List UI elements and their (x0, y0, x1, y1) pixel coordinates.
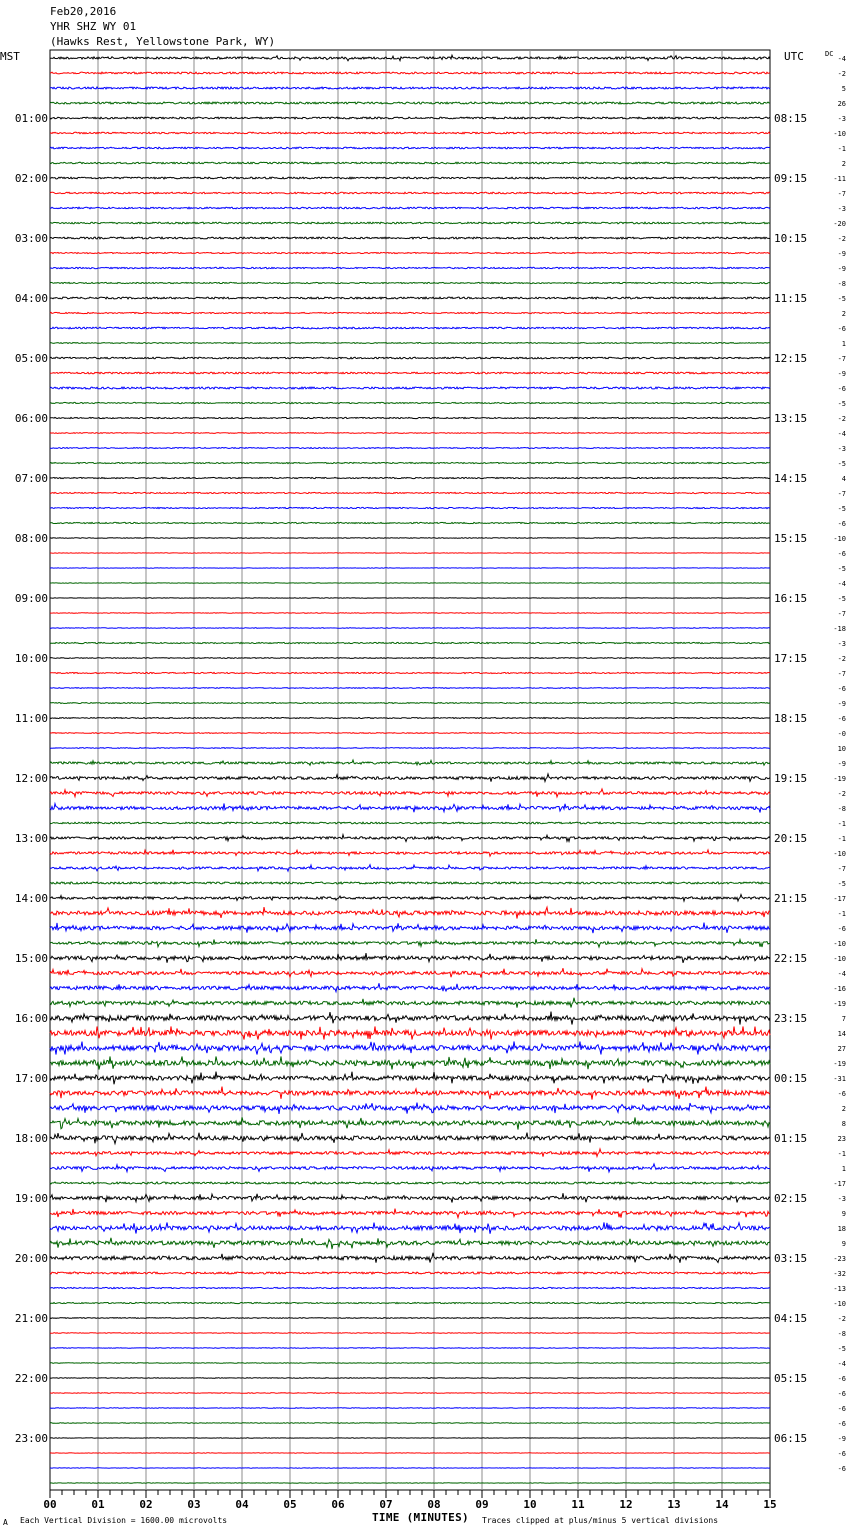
utc-hour-label: 10:15 (774, 232, 808, 245)
dc-offset-label: -9 (837, 265, 846, 273)
dc-offset-label: -1 (837, 820, 846, 828)
dc-offset-label: -7 (837, 490, 846, 498)
utc-hour-label: 04:15 (774, 1312, 808, 1325)
mst-hour-label: 09:00 (14, 592, 48, 605)
dc-offset-label: -5 (837, 295, 846, 303)
utc-hour-label: 23:15 (774, 1012, 808, 1025)
x-tick-label: 00 (43, 1498, 57, 1511)
seismic-trace (50, 1348, 770, 1349)
dc-offset-label: -20 (833, 220, 846, 228)
dc-offset-label: -18 (833, 625, 846, 633)
seismic-trace (50, 835, 770, 842)
mst-hour-label: 11:00 (14, 712, 48, 725)
x-tick-label: 11 (571, 1498, 585, 1511)
seismic-trace (50, 1149, 770, 1157)
seismic-trace (50, 1133, 770, 1144)
x-tick-label: 06 (331, 1498, 345, 1511)
x-tick-label: 07 (379, 1498, 393, 1511)
dc-offset-label: -9 (837, 760, 846, 768)
dc-offset-label: -1 (837, 145, 846, 153)
dc-offset-label: -6 (837, 385, 846, 393)
seismic-trace (50, 372, 770, 374)
mst-hour-label: 04:00 (14, 292, 48, 305)
seismic-trace (50, 733, 770, 734)
dc-offset-label: -16 (833, 985, 846, 993)
dc-offset-label: -4 (837, 580, 846, 588)
dc-offset-label: -17 (833, 1180, 846, 1188)
dc-offset-label: -19 (833, 1000, 846, 1008)
dc-offset-label: -1 (837, 910, 846, 918)
seismic-trace (50, 1302, 770, 1303)
seismic-trace (50, 282, 770, 283)
dc-header-label: DC (825, 50, 834, 58)
dc-offset-label: -10 (833, 1300, 846, 1308)
dc-offset-label: -10 (833, 130, 846, 138)
dc-offset-label: -3 (837, 115, 846, 123)
dc-offset-label: -17 (833, 895, 846, 903)
seismic-trace (50, 1272, 770, 1274)
seismic-trace (50, 192, 770, 194)
seismic-trace (50, 953, 770, 963)
dc-offset-label: -9 (837, 700, 846, 708)
seismic-trace (50, 132, 770, 134)
dc-offset-label: -6 (837, 325, 846, 333)
seismic-trace (50, 688, 770, 689)
dc-offset-label: 18 (837, 1225, 846, 1233)
dc-offset-label: -2 (837, 235, 846, 243)
mst-hour-label: 23:00 (14, 1432, 48, 1445)
mst-hour-label: 20:00 (14, 1252, 48, 1265)
dc-offset-label: -2 (837, 70, 846, 78)
mst-hour-label: 01:00 (14, 112, 48, 125)
dc-offset-label: -6 (837, 1375, 846, 1383)
mst-hour-label: 18:00 (14, 1132, 48, 1145)
dc-offset-label: -9 (837, 250, 846, 258)
seismic-trace (50, 703, 770, 704)
utc-hour-label: 03:15 (774, 1252, 808, 1265)
dc-offset-label: -0 (837, 730, 846, 738)
utc-hour-label: 16:15 (774, 592, 808, 605)
utc-hour-label: 19:15 (774, 772, 808, 785)
x-tick-label: 03 (187, 1498, 201, 1511)
mst-hour-label: 07:00 (14, 472, 48, 485)
dc-offset-label: -6 (837, 925, 846, 933)
seismic-trace (50, 538, 770, 539)
seismic-trace (50, 1222, 770, 1233)
utc-hour-label: 22:15 (774, 952, 808, 965)
seismic-trace (50, 1287, 770, 1288)
x-tick-label: 04 (235, 1498, 249, 1511)
dc-offset-label: -6 (837, 1390, 846, 1398)
seismic-trace (50, 1193, 770, 1202)
dc-offset-label: -2 (837, 415, 846, 423)
dc-offset-label: -7 (837, 670, 846, 678)
dc-offset-label: -4 (837, 1360, 846, 1368)
seismic-trace (50, 939, 770, 947)
seismic-trace (50, 1423, 770, 1424)
mst-hour-label: 19:00 (14, 1192, 48, 1205)
seismic-trace (50, 327, 770, 329)
x-tick-label: 02 (139, 1498, 153, 1511)
mst-hour-label: 17:00 (14, 1072, 48, 1085)
dc-offset-label: -9 (837, 370, 846, 378)
dc-offset-label: -5 (837, 1345, 846, 1353)
seismic-trace (50, 267, 770, 268)
footer-mark: A (3, 1518, 8, 1527)
utc-hour-label: 00:15 (774, 1072, 808, 1085)
dc-offset-label: -5 (837, 460, 846, 468)
time-axis (43, 1490, 776, 1511)
dc-offset-label: -6 (837, 520, 846, 528)
dc-offset-label: -8 (837, 280, 846, 288)
dc-offset-label: -6 (837, 685, 846, 693)
dc-offset-label: -8 (837, 1330, 846, 1338)
seismic-trace (50, 822, 770, 824)
dc-offset-label: -5 (837, 505, 846, 513)
dc-offset-label: -6 (837, 715, 846, 723)
seismic-trace (50, 1103, 770, 1114)
seismic-trace (50, 1027, 770, 1040)
dc-offset-label: 2 (841, 1105, 846, 1113)
seismic-trace (50, 1072, 770, 1085)
utc-hour-label: 12:15 (774, 352, 808, 365)
x-axis-title: TIME (MINUTES) (372, 1511, 469, 1524)
dc-offset-label: -6 (837, 1450, 846, 1458)
dc-offset-label: -2 (837, 790, 846, 798)
seismic-trace (50, 907, 770, 919)
seismic-trace (50, 417, 770, 418)
dc-offset-label: -1 (837, 1150, 846, 1158)
dc-offset-label: -32 (833, 1270, 846, 1278)
dc-offset-label: -7 (837, 355, 846, 363)
utc-hour-label: 05:15 (774, 1372, 808, 1385)
dc-offset-label: -7 (837, 865, 846, 873)
utc-hour-label: 09:15 (774, 172, 808, 185)
mst-hour-label: 15:00 (14, 952, 48, 965)
seismic-trace (50, 433, 770, 434)
x-tick-label: 15 (763, 1498, 777, 1511)
x-tick-label: 09 (475, 1498, 489, 1511)
utc-hour-label: 20:15 (774, 832, 808, 845)
dc-offset-label: -3 (837, 445, 846, 453)
right-timezone-label: UTC (784, 50, 804, 63)
dc-offset-label: -6 (837, 1090, 846, 1098)
seismic-trace (50, 1182, 770, 1184)
dc-offset-label: -11 (833, 175, 846, 183)
seismic-trace (50, 1209, 770, 1218)
dc-offset-label: -1 (837, 835, 846, 843)
dc-offset-label: -10 (833, 535, 846, 543)
seismic-trace (50, 492, 770, 493)
x-tick-label: 13 (667, 1498, 681, 1511)
seismic-trace (50, 1057, 770, 1070)
dc-offset-label: -5 (837, 595, 846, 603)
dc-offset-label: -19 (833, 1060, 846, 1068)
seismic-trace (50, 748, 770, 749)
seismic-trace (50, 222, 770, 224)
dc-offset-label: -6 (837, 1420, 846, 1428)
mst-hour-label: 06:00 (14, 412, 48, 425)
dc-offset-label: 2 (841, 310, 846, 318)
dc-offset-label: 1 (841, 1165, 846, 1173)
dc-offset-label: -10 (833, 850, 846, 858)
dc-offset-label: -5 (837, 880, 846, 888)
seismic-trace (50, 1042, 770, 1055)
seismic-trace (50, 968, 770, 977)
dc-offset-label: 5 (841, 85, 846, 93)
utc-hour-label: 21:15 (774, 892, 808, 905)
seismic-trace (50, 642, 770, 643)
dc-offset-label: -3 (837, 640, 846, 648)
dc-offset-label: -7 (837, 190, 846, 198)
seismic-trace (50, 72, 770, 74)
x-tick-label: 12 (619, 1498, 633, 1511)
dc-offset-label: -2 (837, 655, 846, 663)
seismic-trace (50, 507, 770, 508)
seismic-trace (50, 1363, 770, 1364)
seismic-trace (50, 87, 770, 89)
seismic-trace (50, 102, 770, 104)
dc-offset-label: -7 (837, 610, 846, 618)
dc-offset-label: -6 (837, 1465, 846, 1473)
dc-offset-label: -4 (837, 970, 846, 978)
seismic-trace (50, 177, 770, 179)
seismic-trace (50, 343, 770, 344)
seismic-traces (50, 55, 770, 1483)
mst-hour-label: 12:00 (14, 772, 48, 785)
seismic-trace (50, 207, 770, 209)
dc-offset-label: -10 (833, 940, 846, 948)
utc-hour-label: 01:15 (774, 1132, 808, 1145)
dc-offset-label: -5 (837, 400, 846, 408)
dc-offset-label: 14 (837, 1030, 846, 1038)
seismic-trace (50, 1408, 770, 1409)
station-location: (Hawks Rest, Yellowstone Park, WY) (50, 35, 276, 48)
station-code: YHR SHZ WY 01 (50, 20, 137, 33)
dc-offset-label: -10 (833, 955, 846, 963)
seismic-trace (50, 448, 770, 449)
dc-offset-label: 7 (841, 1015, 846, 1023)
x-tick-label: 08 (427, 1498, 441, 1511)
seismic-trace (50, 850, 770, 857)
seismic-trace (50, 522, 770, 523)
seismic-trace (50, 760, 770, 765)
seismic-trace (50, 804, 770, 813)
seismic-trace (50, 147, 770, 149)
seismic-trace (50, 55, 770, 61)
utc-hour-label: 18:15 (774, 712, 808, 725)
clip-note: Traces clipped at plus/minus 5 vertical divisions (482, 1516, 719, 1525)
utc-hour-label: 17:15 (774, 652, 808, 665)
dc-offset-label: -13 (833, 1285, 846, 1293)
seismic-trace (50, 895, 770, 902)
dc-offset-label: 1 (841, 340, 846, 348)
seismic-trace (50, 462, 770, 463)
dc-offset-label: -5 (837, 565, 846, 573)
x-tick-label: 10 (523, 1498, 537, 1511)
dc-offset-label: -23 (833, 1255, 846, 1263)
seismic-trace (50, 672, 770, 673)
dc-offset-label: 2 (841, 160, 846, 168)
seismic-trace (50, 1117, 770, 1129)
utc-hour-label: 06:15 (774, 1432, 808, 1445)
seismic-trace (50, 882, 770, 884)
seismic-trace (50, 865, 770, 871)
mst-hour-label: 08:00 (14, 532, 48, 545)
dc-offset-label: -31 (833, 1075, 846, 1083)
mst-hour-label: 05:00 (14, 352, 48, 365)
utc-hour-label: 13:15 (774, 412, 808, 425)
dc-offset-label: -6 (837, 550, 846, 558)
seismic-trace (50, 613, 770, 614)
dc-offset-label: 9 (841, 1240, 846, 1248)
seismic-trace (50, 387, 770, 389)
dc-offset-label: -19 (833, 775, 846, 783)
mst-hour-label: 16:00 (14, 1012, 48, 1025)
dc-offset-label: -8 (837, 805, 846, 813)
dc-offset-label: 8 (841, 1120, 846, 1128)
dc-offset-label: -9 (837, 1435, 846, 1443)
utc-hour-label: 02:15 (774, 1192, 808, 1205)
seismic-trace (50, 1253, 770, 1263)
seismic-trace (50, 789, 770, 797)
x-tick-label: 05 (283, 1498, 297, 1511)
seismic-trace (50, 252, 770, 253)
utc-hour-label: 14:15 (774, 472, 808, 485)
dc-offset-label: 23 (837, 1135, 846, 1143)
seismic-trace (50, 162, 770, 164)
dc-offset-label: -6 (837, 1405, 846, 1413)
mst-hour-label: 21:00 (14, 1312, 48, 1325)
mst-hour-label: 13:00 (14, 832, 48, 845)
seismic-trace (50, 1318, 770, 1319)
mst-hour-label: 03:00 (14, 232, 48, 245)
dc-offset-label: 4 (841, 475, 846, 483)
utc-hour-label: 08:15 (774, 112, 808, 125)
seismic-trace (50, 1333, 770, 1334)
chart-date: Feb20,2016 (50, 5, 117, 18)
x-tick-label: 01 (91, 1498, 105, 1511)
seismic-trace (50, 983, 770, 992)
seismic-trace (50, 312, 770, 313)
left-timezone-label: MST (0, 50, 20, 63)
dc-offset-label: -4 (837, 55, 846, 63)
seismic-trace (50, 297, 770, 299)
seismic-trace (50, 718, 770, 719)
seismic-trace (50, 117, 770, 119)
seismic-trace (50, 1238, 770, 1249)
seismic-trace (50, 237, 770, 239)
scale-note: Each Vertical Division = 1600.00 microvolts (20, 1516, 228, 1525)
seismic-trace (50, 923, 770, 934)
dc-offset-label: -3 (837, 1195, 846, 1203)
mst-hour-label: 10:00 (14, 652, 48, 665)
seismic-trace (50, 1378, 770, 1379)
seismic-trace (50, 1164, 770, 1172)
dc-offset-label: 9 (841, 1210, 846, 1218)
dc-offset-label: 10 (837, 745, 846, 753)
seismic-trace (50, 1087, 770, 1100)
seismic-trace (50, 357, 770, 359)
utc-hour-label: 11:15 (774, 292, 808, 305)
seismic-trace (50, 628, 770, 629)
dc-offset-label: -2 (837, 1315, 846, 1323)
seismic-trace (50, 1393, 770, 1394)
mst-hour-label: 14:00 (14, 892, 48, 905)
seismic-trace (50, 402, 770, 403)
seismic-trace (50, 658, 770, 659)
dc-offset-label: -3 (837, 205, 846, 213)
mst-hour-label: 22:00 (14, 1372, 48, 1385)
seismic-trace (50, 998, 770, 1008)
utc-hour-label: 15:15 (774, 532, 808, 545)
dc-offset-label: -4 (837, 430, 846, 438)
seismic-trace (50, 1012, 770, 1025)
mst-hour-label: 02:00 (14, 172, 48, 185)
x-tick-label: 14 (715, 1498, 729, 1511)
seismic-trace (50, 477, 770, 478)
dc-offset-label: 26 (837, 100, 846, 108)
dc-offset-label: 27 (837, 1045, 846, 1053)
seismic-trace (50, 774, 770, 782)
